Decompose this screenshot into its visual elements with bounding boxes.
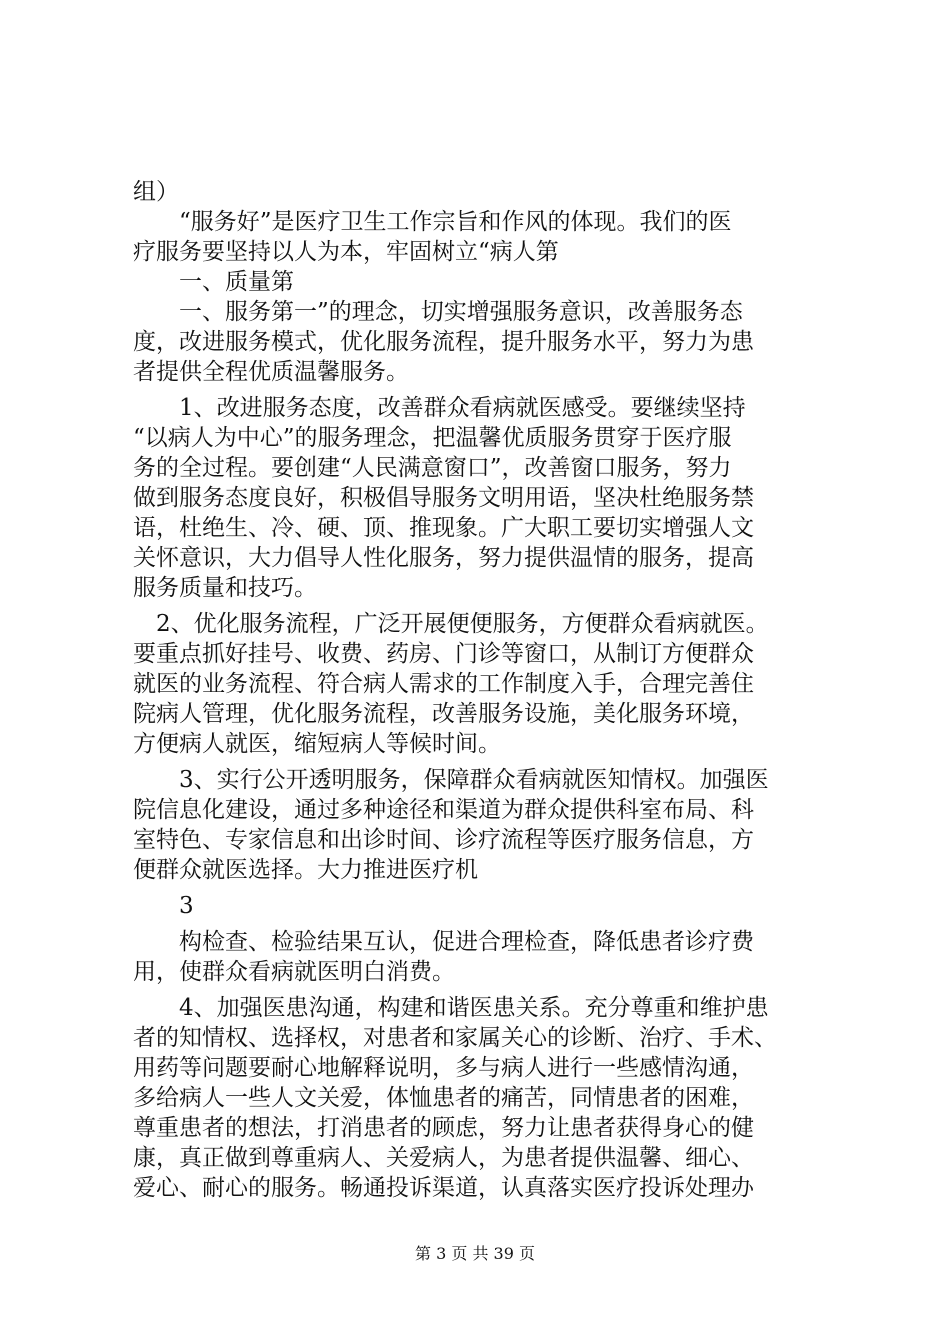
document-body <box>133 177 833 1203</box>
text-line: 用药等问题要耐心地解释说明，多与病人进行一些感情沟通， <box>133 1055 754 1081</box>
text-line: 尊重患者的想法，打消患者的顾虑，努力让患者获得身心的健 <box>133 1115 754 1141</box>
text-line: 方便病人就医，缩短病人等候时间。 <box>133 731 501 757</box>
text-line: 就医的业务流程、符合病人需求的工作制度入手，合理完善住 <box>133 671 754 697</box>
text-line: 4、加强医患沟通，构建和谐医患关系。充分尊重和维护患 <box>133 995 769 1021</box>
text-line: 做到服务态度良好，积极倡导服务文明用语，坚决杜绝服务禁 <box>133 485 754 511</box>
text-line: 3、实行公开透明服务，保障群众看病就医知情权。加强医 <box>133 767 769 793</box>
text-line: 组） <box>133 179 179 205</box>
text-line: 度，改进服务模式，优化服务流程，提升服务水平，努力为患 <box>133 329 754 355</box>
text-line: 者的知情权、选择权，对患者和家属关心的诊断、治疗、手术、 <box>133 1025 777 1051</box>
text-line: 要重点抓好挂号、收费、药房、门诊等窗口，从制订方便群众 <box>133 641 754 667</box>
text-line: 关怀意识，大力倡导人性化服务，努力提供温情的服务，提高 <box>133 545 754 571</box>
text-line: 构检查、检验结果互认，促进合理检查，降低患者诊疗费 <box>133 929 754 955</box>
text-line: 务的全过程。要创建“人民满意窗口”，改善窗口服务，努力 <box>133 455 732 481</box>
text-line: 康，真正做到尊重病人、关爱病人，为患者提供温馨、细心、 <box>133 1145 754 1171</box>
text-line: 爱心、耐心的服务。畅通投诉渠道，认真落实医疗投诉处理办 <box>133 1175 754 1201</box>
text-line: 语，杜绝生、冷、硬、顶、推现象。广大职工要切实增强人文 <box>133 515 754 541</box>
text-line: 多给病人一些人文关爱，体恤患者的痛苦，同情患者的困难， <box>133 1085 754 1111</box>
text-line: 一、质量第 <box>133 269 294 295</box>
text-line: 2、优化服务流程，广泛开展便便服务，方便群众看病就医。 <box>133 611 769 637</box>
text-line: “以病人为中心”的服务理念，把温馨优质服务贯穿于医疗服 <box>133 425 732 451</box>
text-line: 用，使群众看病就医明白消费。 <box>133 959 455 985</box>
text-line: “服务好”是医疗卫生工作宗旨和作风的体现。我们的医 <box>133 209 732 235</box>
text-line: 院信息化建设，通过多种途径和渠道为群众提供科室布局、科 <box>133 797 754 823</box>
text-line: 疗服务要坚持以人为本，牢固树立“病人第 <box>133 239 559 265</box>
text-line: 服务质量和技巧。 <box>133 575 317 601</box>
text-line: 室特色、专家信息和出诊时间、诊疗流程等医疗服务信息，方 <box>133 827 754 853</box>
text-line: 院病人管理，优化服务流程，改善服务设施，美化服务环境， <box>133 701 754 727</box>
text-line: 1、改进服务态度，改善群众看病就医感受。要继续坚持 <box>133 395 746 421</box>
text-line: 一、服务第一”的理念，切实增强服务意识，改善服务态 <box>133 299 743 325</box>
text-line: 3 <box>133 893 194 919</box>
page-number-footer: 第 3 页 共 39 页 <box>415 1244 535 1263</box>
text-line: 便群众就医选择。大力推进医疗机 <box>133 857 478 883</box>
text-line: 者提供全程优质温馨服务。 <box>133 359 409 385</box>
